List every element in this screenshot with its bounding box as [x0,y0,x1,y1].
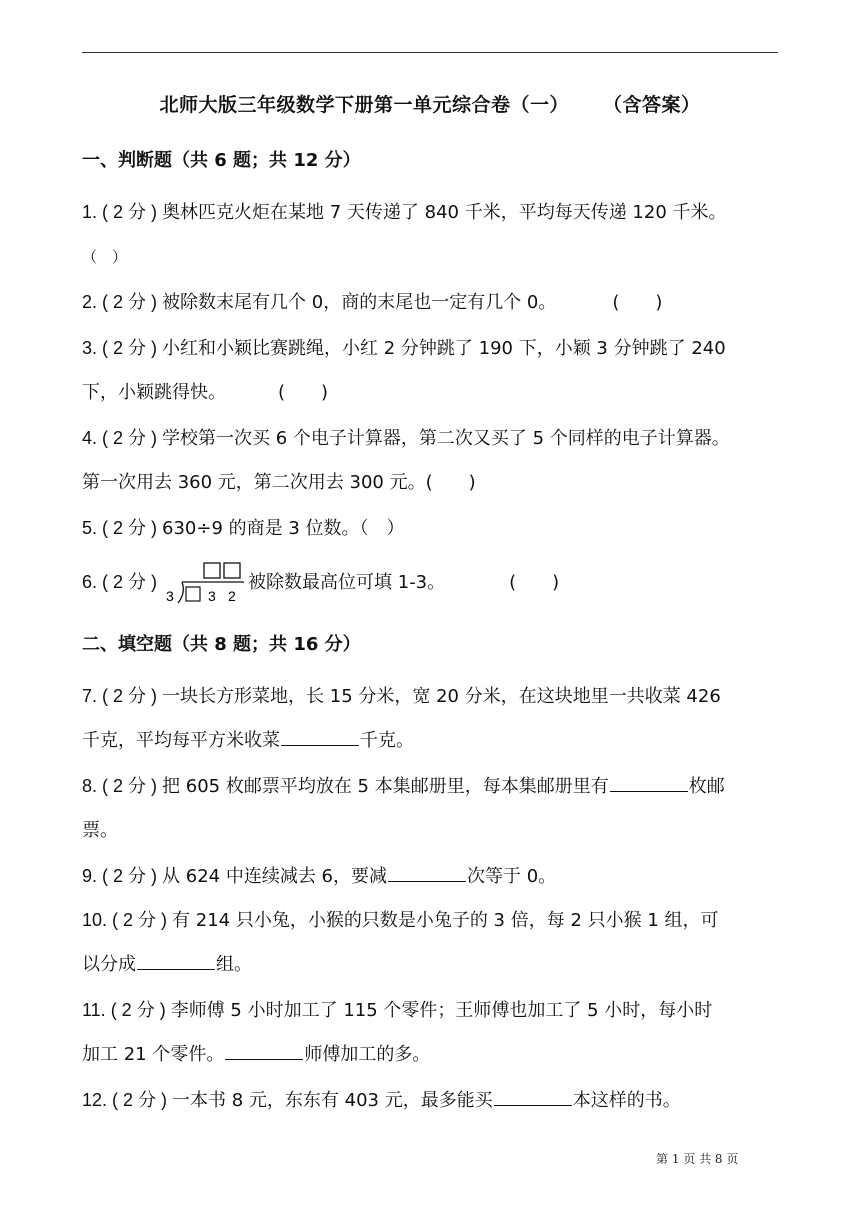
question-text-line2-end: 千克。 [360,730,414,751]
answer-blank[interactable] [494,1085,572,1106]
question-3 [82,326,782,415]
question-10 [82,898,782,987]
answer-blank[interactable] [137,949,215,970]
question-number: 1. ( 2 分 ) [82,202,163,222]
answer-parens[interactable]: ( ) [612,292,663,313]
answer-parens[interactable]: （ ） [82,248,128,266]
long-division-figure [164,561,246,605]
question-text: 一本书 8 元，东东有 403 元，最多能买 [172,1090,493,1111]
question-number: 10. ( 2 分 ) [82,910,173,930]
question-text-line2: 千克，平均每平方米收菜 [82,730,280,751]
question-text-line2-end: 组。 [216,954,252,975]
divisor: 3 [166,588,174,604]
question-text[interactable]: 630÷9 的商是 3 位数。（ ） [162,518,405,539]
dividend-digit: 2 [228,588,236,604]
question-number: 8. ( 2 分 ) [82,776,163,796]
answer-parens[interactable]: ( ) [509,572,560,593]
question-number: 11. ( 2 分 ) [82,1000,171,1020]
dividend-blank-box[interactable] [186,587,200,601]
question-12 [82,1078,782,1123]
answer-blank[interactable] [225,1039,303,1060]
question-11 [82,988,782,1077]
question-2 [82,280,782,325]
header-rule [82,52,778,53]
question-number: 4. ( 2 分 ) [82,428,163,448]
answer-blank[interactable] [388,861,466,882]
question-text: 从 624 中连续减去 6，要减 [162,866,387,887]
question-number: 6. ( 2 分 ) [82,572,163,592]
question-text: 李师傅 5 小时加工了 115 个零件；王师傅也加工了 5 小时，每小时 [170,1000,713,1021]
question-9 [82,854,782,899]
page-title [82,90,778,117]
question-text-line2[interactable]: 第一次用去 360 元，第二次用去 300 元。( ) [82,472,476,493]
question-text: 学校第一次买 6 个电子计算器，第二次又买了 5 个同样的电子计算器。 [162,428,730,449]
question-text-line2: 下，小颖跳得快。 [82,382,226,403]
page-footer: 第 1 页 共 8 页 [656,1152,739,1166]
dividend-digit: 3 [208,588,216,604]
section-heading-judgement: 一、判断题（共 6 题；共 12 分） [82,150,361,171]
question-text: 把 605 枚邮票平均放在 5 本集邮册里，每本集邮册里有 [162,776,609,797]
question-number: 5. ( 2 分 ) [82,518,163,538]
question-6 [82,560,782,605]
question-8 [82,764,782,853]
question-text: 被除数末尾有几个 0，商的末尾也一定有几个 0。 [162,292,557,313]
question-text-end: 次等于 0。 [467,866,557,887]
question-text: 有 214 只小兔，小猴的只数是小兔子的 3 倍，每 2 只小猴 1 组，可 [172,910,719,931]
question-7 [82,674,782,763]
question-text-line2-end: 师傅加工的多。 [304,1044,431,1065]
answer-parens[interactable]: ( ) [278,382,329,403]
question-text-line2: 票。 [82,820,118,841]
question-1 [82,190,782,279]
question-text-end: 本这样的书。 [572,1090,681,1111]
section-heading-fill-blank: 二、填空题（共 8 题；共 16 分） [82,634,361,655]
answer-blank[interactable] [610,771,688,792]
question-text: 被除数最高位可填 1-3。 [248,572,446,593]
question-text: 奥林匹克火炬在某地 7 天传递了 840 千米，平均每天传递 120 千米。 [162,202,727,223]
question-number: 7. ( 2 分 ) [82,686,163,706]
question-number: 9. ( 2 分 ) [82,866,163,886]
title-main: 北师大版三年级数学下册第一单元综合卷（一） [159,94,569,116]
question-text-end: 枚邮 [688,776,725,797]
question-number: 3. ( 2 分 ) [82,338,163,358]
question-text-line2: 加工 21 个零件。 [82,1044,225,1065]
question-text: 一块长方形菜地，长 15 分米，宽 20 分米，在这块地里一共收菜 426 [162,686,721,707]
question-5 [82,506,782,551]
title-suffix: （含答案） [603,94,701,116]
question-text: 小红和小颖比赛跳绳，小红 2 分钟跳了 190 下，小颖 3 分钟跳了 240 [162,338,726,359]
answer-blank[interactable] [281,725,359,746]
question-number: 12. ( 2 分 ) [82,1090,173,1110]
question-4 [82,416,782,505]
question-text-line2: 以分成 [82,954,136,975]
question-number: 2. ( 2 分 ) [82,292,163,312]
